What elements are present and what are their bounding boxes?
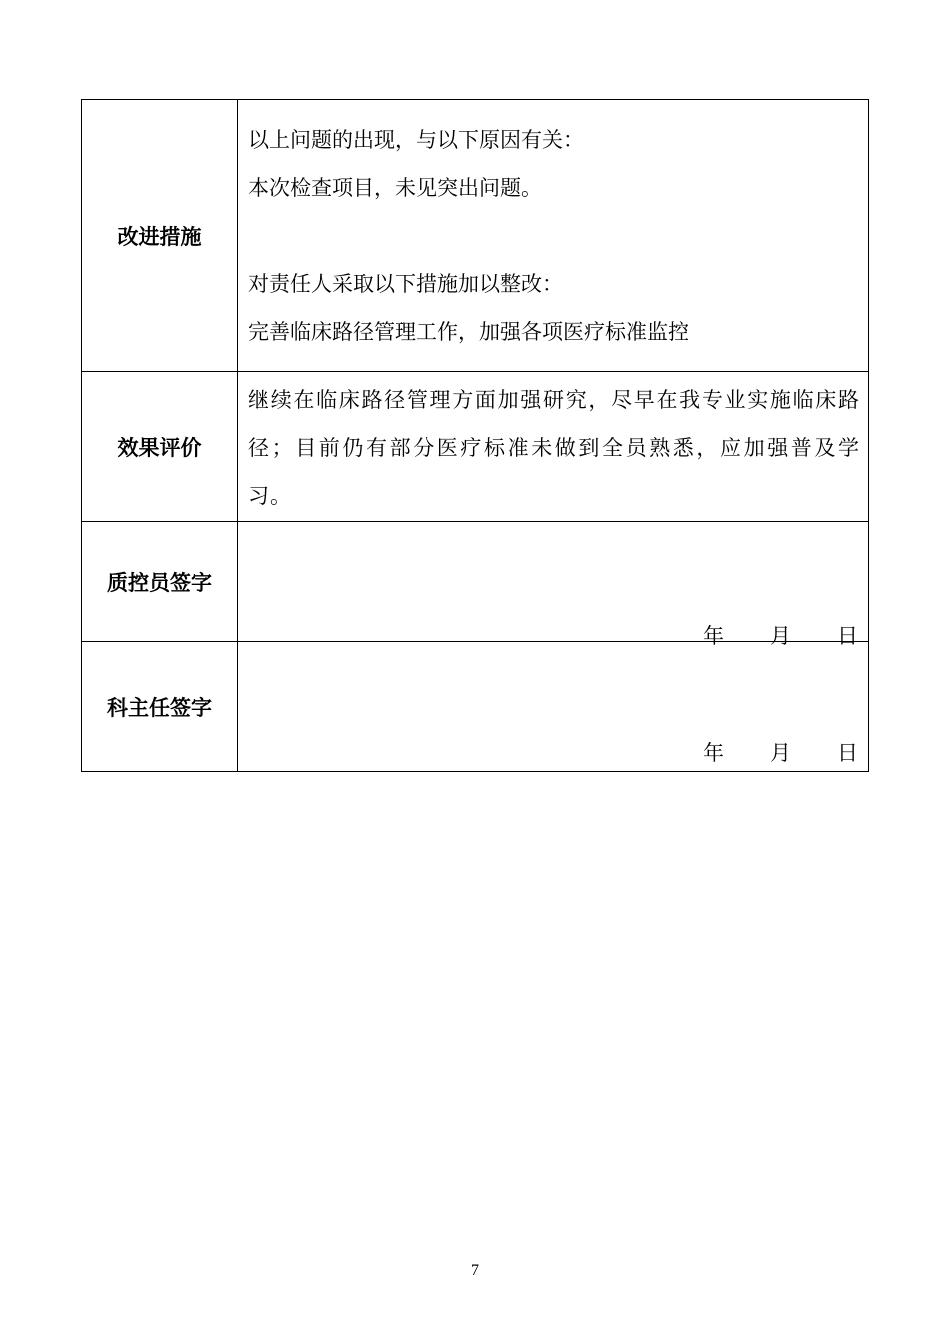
measures-intro-text: 对责任人采取以下措施加以整改： [248, 272, 563, 296]
director-day-label: 日 [837, 741, 858, 765]
qc-signature-field [238, 522, 869, 648]
improvement-measures-row [82, 100, 869, 372]
blank-line [248, 212, 860, 260]
page-number: 7 [471, 1262, 479, 1279]
inspection-form-table [81, 99, 869, 772]
director-signature-label: 科主任签字 [82, 642, 238, 772]
effect-evaluation-text: 继续在临床路径管理方面加强研究，尽早在我专业实施临床路径；目前仍有部分医疗标准未做到全员熟悉，应加强普及学习。 [238, 372, 869, 522]
director-signature-row [82, 642, 869, 772]
director-signature-field [238, 642, 869, 772]
cause-detail-text: 本次检查项目，未见突出问题。 [248, 176, 542, 200]
director-date-line [703, 737, 858, 767]
qc-year-label: 年 [703, 624, 724, 648]
measures-detail-text: 完善临床路径管理工作，加强各项医疗标准监控 [248, 320, 689, 344]
cause-intro-text: 以上问题的出现，与以下原因有关： [248, 128, 584, 152]
qc-signature-label: 质控员签字 [82, 522, 238, 642]
improvement-measures-content [238, 100, 869, 372]
qc-month-label: 月 [770, 624, 791, 648]
effect-evaluation-label: 效果评价 [82, 372, 238, 522]
director-year-label: 年 [703, 741, 724, 765]
qc-day-label: 日 [837, 624, 858, 648]
director-month-label: 月 [770, 741, 791, 765]
effect-evaluation-row [82, 372, 869, 522]
improvement-measures-label: 改进措施 [82, 100, 238, 372]
qc-signature-row [82, 522, 869, 642]
